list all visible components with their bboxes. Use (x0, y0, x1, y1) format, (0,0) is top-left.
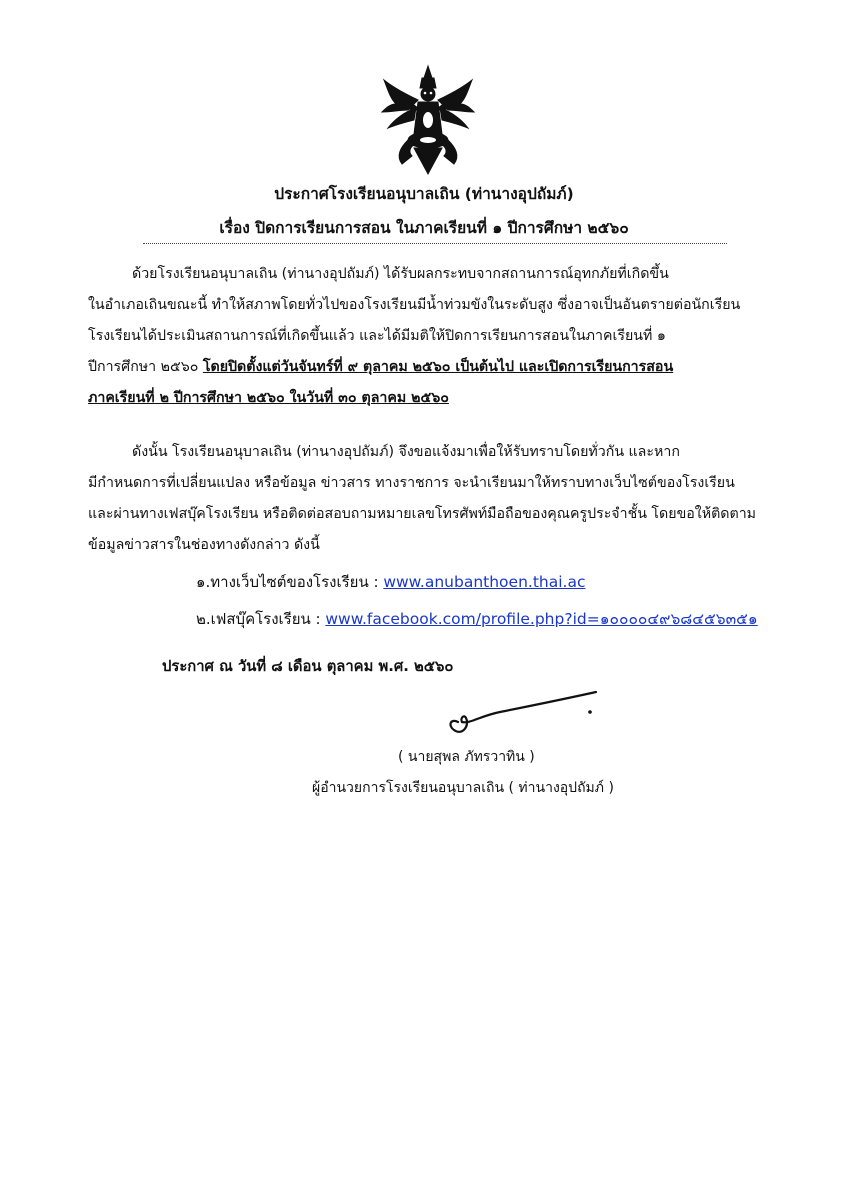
facebook-channel (196, 606, 758, 631)
paragraph-1 (88, 259, 778, 414)
signer-name: ( นายสุพล ภัทรวาทิน ) (398, 749, 535, 765)
signer-position: ผู้อำนวยการโรงเรียนอนุบาลเถิน ( ท่านางอุปถัมภ์ ) (312, 780, 614, 796)
paragraph-line: ด้วยโรงเรียนอนุบาลเถิน (ท่านางอุปถัมภ์) ได้รับผลกระทบจากสถานการณ์อุทกภัยที่เกิดขึ้น (132, 266, 669, 282)
facebook-channel-label: ๒.เฟสบุ๊คโรงเรียน : (196, 610, 326, 628)
academic-year-text: ปีการศึกษา ๒๕๖๐ (88, 359, 203, 375)
website-channel-label: ๑.ทางเว็บไซต์ของโรงเรียน : (196, 573, 384, 591)
paragraph-2 (88, 437, 778, 561)
website-link[interactable]: www.anubanthoen.thai.ac (383, 573, 586, 591)
paragraph-line: มีกำหนดการที่เปลี่ยนแปลง หรือข้อมูล ข่าวสาร ทางราชการ จะนำเรียนมาให้ทราบทางเว็บไซต์ของโรงเรียน (88, 475, 735, 491)
announcement-date: ประกาศ ณ วันที่ ๘ เดือน ตุลาคม พ.ศ. ๒๕๖๐ (162, 658, 454, 675)
paragraph-line (88, 352, 778, 383)
facebook-link[interactable]: www.facebook.com/profile.php?id=๑๐๐๐๐๔๙๖๘๔๕๖๓๕๑ (325, 610, 758, 628)
dotted-divider (143, 243, 727, 244)
paragraph-line: ข้อมูลข่าวสารในช่องทางดังกล่าว ดังนี้ (88, 537, 320, 553)
paragraph-line: และผ่านทางเฟสบุ๊คโรงเรียน หรือติดต่อสอบถามหมายเลขโทรศัพท์มือถือของคุณครูประจำชั้น โดยขอให้ติดตาม (88, 506, 757, 522)
paragraph-line: โรงเรียนได้ประเมินสถานการณ์ที่เกิดขึ้นแล้ว และได้มีมติให้ปิดการเรียนการสอนในภาคเรียนที่ ๑ (88, 328, 666, 344)
signature-icon (440, 682, 610, 744)
website-channel (196, 570, 585, 594)
announcement-title: ประกาศโรงเรียนอนุบาลเถิน (ท่านางอุปถัมภ์) (274, 185, 574, 203)
reopen-date-text: ภาคเรียนที่ ๒ ปีการศึกษา ๒๕๖๐ ในวันที่ ๓๐ ตุลาคม ๒๕๖๐ (88, 390, 449, 406)
paragraph-line: ดังนั้น โรงเรียนอนุบาลเถิน (ท่านางอุปถัมภ์) จึงขอแจ้งมาเพื่อให้รับทราบโดยทั่วกัน และหาก (132, 444, 680, 460)
closure-dates-text: โดยปิดตั้งแต่วันจันทร์ที่ ๙ ตุลาคม ๒๕๖๐ เป็นต้นไป และเปิดการเรียนการสอน (202, 359, 674, 375)
announcement-subject: เรื่อง ปิดการเรียนการสอน ในภาคเรียนที่ ๑ ปีการศึกษา ๒๕๖๐ (219, 219, 629, 237)
garuda-emblem-icon (378, 64, 478, 176)
paragraph-line: ในอำเภอเถินขณะนี้ ทำให้สภาพโดยทั่วไปของโรงเรียนมีน้ำท่วมขังในระดับสูง ซึ่งอาจเป็นอันตรายต่อนักเรียน (88, 297, 741, 313)
